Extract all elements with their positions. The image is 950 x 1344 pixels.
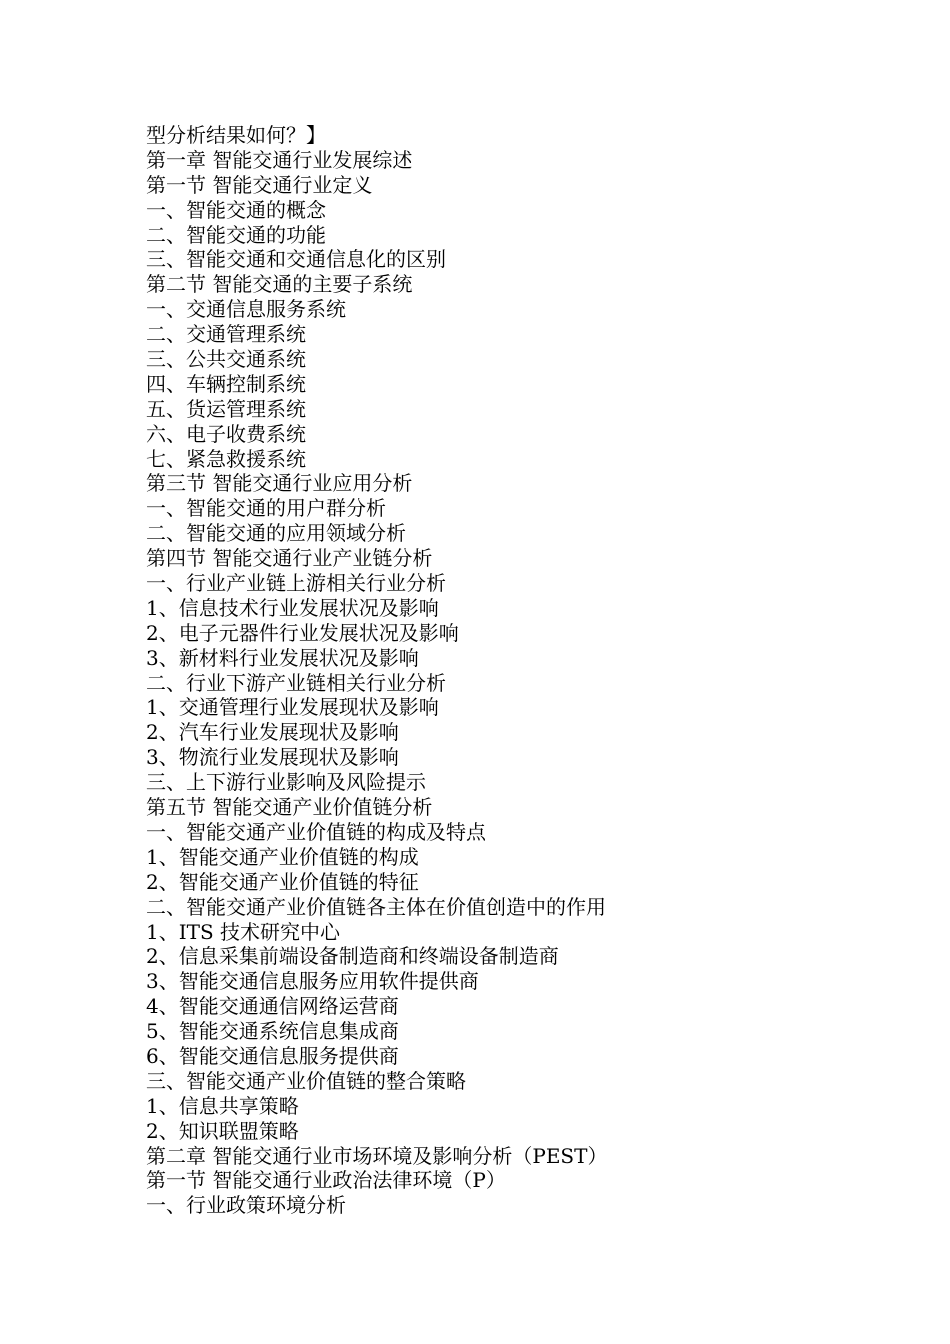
toc-line: 型分析结果如何？】 <box>146 123 326 147</box>
toc-line: 一、智能交通的概念 <box>146 197 326 222</box>
toc-line: 五、货运管理系统 <box>146 396 306 421</box>
toc-line: 第一节 智能交通行业政治法律环境（P） <box>146 1168 506 1193</box>
toc-line: 第一节 智能交通行业定义 <box>146 172 373 197</box>
toc-line: 1、ITS 技术研究中心 <box>146 919 341 944</box>
toc-line: 1、智能交通产业价值链的构成 <box>146 844 419 869</box>
toc-line: 一、智能交通的用户群分析 <box>146 496 386 521</box>
toc-line: 2、汽车行业发展现状及影响 <box>146 720 399 745</box>
toc-line: 3、智能交通信息服务应用软件提供商 <box>146 969 479 994</box>
toc-line: 一、交通信息服务系统 <box>146 297 346 322</box>
toc-line: 1、交通管理行业发展现状及影响 <box>146 695 439 720</box>
toc-line: 第一章 智能交通行业发展综述 <box>146 147 413 172</box>
toc-line: 2、智能交通产业价值链的特征 <box>146 869 419 894</box>
toc-line: 二、行业下游产业链相关行业分析 <box>146 670 446 695</box>
toc-line: 3、新材料行业发展状况及影响 <box>146 645 419 670</box>
toc-line: 4、智能交通通信网络运营商 <box>146 994 399 1019</box>
toc-line: 二、交通管理系统 <box>146 322 306 347</box>
toc-line: 2、信息采集前端设备制造商和终端设备制造商 <box>146 944 559 969</box>
toc-line: 二、智能交通的功能 <box>146 222 326 247</box>
toc-line: 二、智能交通产业价值链各主体在价值创造中的作用 <box>146 894 606 919</box>
toc-line: 5、智能交通系统信息集成商 <box>146 1019 399 1044</box>
toc-line: 第五节 智能交通产业价值链分析 <box>146 795 433 820</box>
toc-line: 六、电子收费系统 <box>146 421 306 446</box>
toc-line: 七、紧急救援系统 <box>146 446 306 471</box>
toc-line: 一、行业产业链上游相关行业分析 <box>146 571 446 596</box>
toc-line: 2、电子元器件行业发展状况及影响 <box>146 620 459 645</box>
toc-line: 1、信息技术行业发展状况及影响 <box>146 595 439 620</box>
toc-line: 6、智能交通信息服务提供商 <box>146 1043 399 1068</box>
toc-line: 第二章 智能交通行业市场环境及影响分析（PEST） <box>146 1143 608 1168</box>
toc-line: 2、知识联盟策略 <box>146 1118 299 1143</box>
toc-line: 三、智能交通和交通信息化的区别 <box>146 247 446 272</box>
toc-line: 三、智能交通产业价值链的整合策略 <box>146 1068 466 1093</box>
toc-line: 四、车辆控制系统 <box>146 371 306 396</box>
toc-line: 第三节 智能交通行业应用分析 <box>146 471 413 496</box>
toc-line: 三、上下游行业影响及风险提示 <box>146 770 426 795</box>
toc-line: 3、物流行业发展现状及影响 <box>146 745 399 770</box>
table-of-contents <box>146 123 607 1218</box>
toc-line: 第四节 智能交通行业产业链分析 <box>146 546 433 571</box>
toc-line: 一、行业政策环境分析 <box>146 1193 346 1218</box>
toc-line: 第二节 智能交通的主要子系统 <box>146 272 413 297</box>
toc-line: 三、公共交通系统 <box>146 347 306 372</box>
toc-line: 1、信息共享策略 <box>146 1093 299 1118</box>
toc-line: 二、智能交通的应用领域分析 <box>146 521 406 546</box>
toc-line: 一、智能交通产业价值链的构成及特点 <box>146 819 486 844</box>
